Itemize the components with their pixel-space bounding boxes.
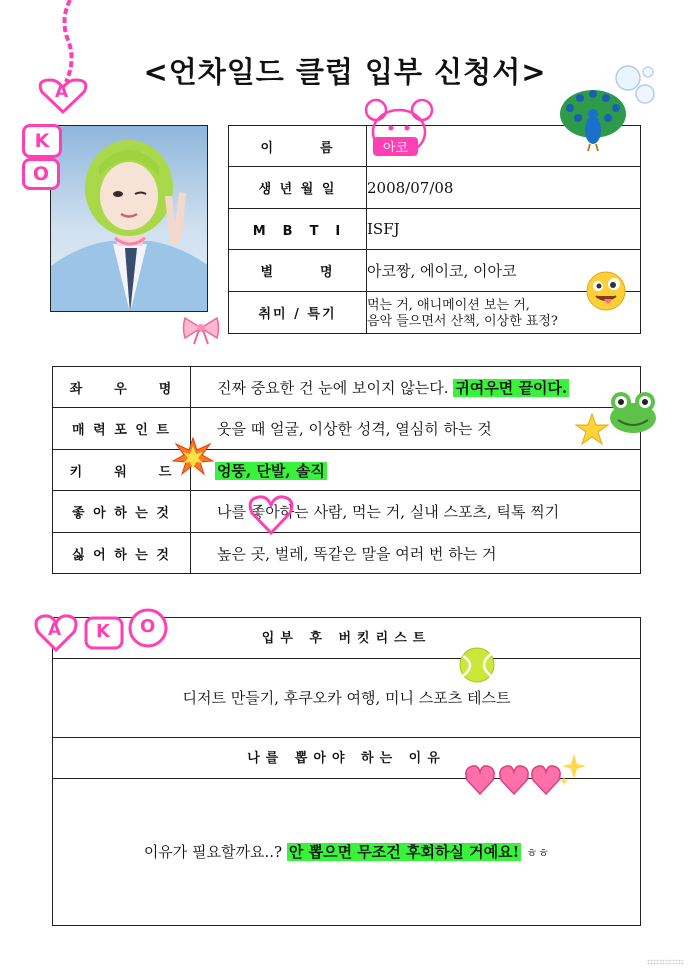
name-label: 이 름 xyxy=(229,126,367,167)
motto-label: 좌 우 명 xyxy=(53,367,191,408)
keyword-value-cell xyxy=(191,450,641,491)
likes-value: 나를 좋아하는 사람, 먹는 거, 실내 스포츠, 틱톡 찍기 xyxy=(191,491,641,533)
chain-sticker xyxy=(52,0,82,90)
details-table xyxy=(52,366,641,574)
dislikes-label: 싫 어 하 는 것 xyxy=(53,533,191,574)
motto-row xyxy=(53,367,641,408)
bucket-value: 디저트 만들기, 후쿠오카 여행, 미니 스포츠 테스트 xyxy=(53,659,640,738)
hobby-label: 취미 / 특기 xyxy=(229,292,367,334)
name-value: 아코 xyxy=(373,137,418,156)
birth-label: 생 년 월 일 xyxy=(229,167,367,209)
reason-highlight: 안 뽑으면 무조건 후회하실 거예요! xyxy=(288,843,520,861)
profile-row-mbti xyxy=(229,209,641,250)
ako-heart-a-icon xyxy=(38,78,88,114)
reason-body xyxy=(53,779,640,925)
reason-suffix: ㅎㅎ xyxy=(526,846,550,860)
keyword-row xyxy=(53,450,641,491)
keyword-value: 엉뚱, 단발, 솔직 xyxy=(217,461,325,480)
profile-row-hobby xyxy=(229,292,641,334)
reason-title: 나를 뽑아야 하는 이유 xyxy=(53,738,640,779)
heart-outline-icon xyxy=(247,493,295,537)
likes-row xyxy=(53,491,641,533)
mouse-doodle-icon xyxy=(362,96,436,162)
ako-block-k-icon xyxy=(22,124,62,158)
bow-icon xyxy=(182,314,220,346)
reason-text: 이유가 필요할까요..? xyxy=(143,843,283,861)
ako-banner-a: A xyxy=(48,620,62,640)
mbti-value: ISFJ xyxy=(367,209,641,250)
ako-letter-k: K xyxy=(34,130,50,152)
peacock-icon xyxy=(558,88,628,152)
pink-hearts-icon xyxy=(464,752,588,798)
nickname-value: 아코짱, 에이코, 이아코 xyxy=(367,250,641,292)
boom-icon xyxy=(172,436,214,476)
ako-letter-a: A xyxy=(55,82,69,102)
charm-row xyxy=(53,408,641,450)
profile-photo-illustration xyxy=(51,126,208,312)
mbti-label: M B T I xyxy=(229,209,367,250)
birth-value: 2008/07/08 xyxy=(367,167,641,209)
silly-face-icon xyxy=(585,270,627,312)
ako-block-o-icon xyxy=(22,158,60,190)
ako-banner-sticker xyxy=(34,606,172,656)
star-icon xyxy=(575,412,609,446)
profile-photo xyxy=(50,125,208,312)
profile-row-nickname xyxy=(229,250,641,292)
likes-label: 좋 아 하 는 것 xyxy=(53,491,191,533)
motto-value xyxy=(191,367,641,408)
motto-highlight: 귀여우면 끝이다. xyxy=(455,378,568,397)
keyword-label: 키 워 드 xyxy=(53,450,191,491)
ako-letter-o: O xyxy=(32,163,50,185)
dislikes-row xyxy=(53,533,641,574)
nickname-label: 별 명 xyxy=(229,250,367,292)
charm-label: 매 력 포 인 트 xyxy=(53,408,191,450)
charm-value: 웃을 때 얼굴, 이상한 성격, 열심히 하는 것 xyxy=(191,408,641,450)
motto-text: 진짜 중요한 건 눈에 보이지 않는다. xyxy=(217,378,449,397)
ako-banner-o: O xyxy=(140,616,156,637)
dislikes-value: 높은 곳, 벌레, 똑같은 말을 여러 번 하는 거 xyxy=(191,533,641,574)
watermark: ⌗⌗⌗⌗⌗⌗ xyxy=(646,956,684,969)
frog-icon xyxy=(608,390,658,434)
hobby-line-2: 음악 들으면서 산책, 이상한 표정? xyxy=(367,313,558,329)
page-title: <언차일드 클럽 입부 신청서> xyxy=(143,55,547,89)
bucket-title: 입부 후 버킷리스트 xyxy=(53,618,640,659)
tennis-ball-icon xyxy=(458,646,496,684)
profile-row-birth xyxy=(229,167,641,209)
hobby-line-1: 먹는 거, 애니메이션 보는 거, xyxy=(367,297,530,313)
ako-banner-k: K xyxy=(96,621,110,642)
